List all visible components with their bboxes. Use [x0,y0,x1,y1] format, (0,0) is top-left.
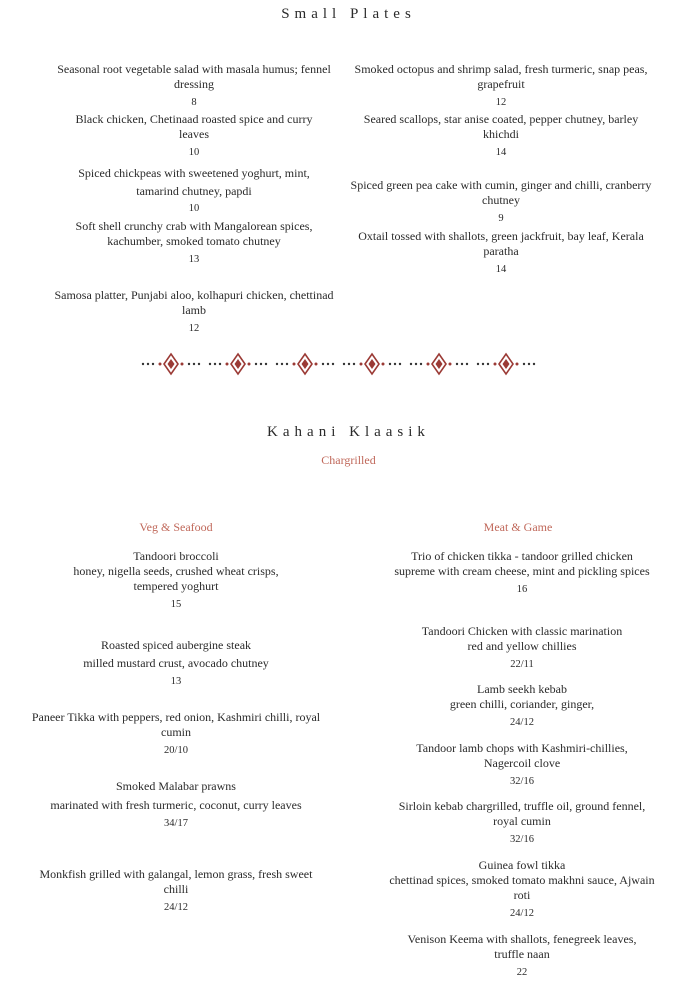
menu-item [372,682,672,730]
item-price: 24/12 [510,717,534,728]
item-description: Seared scallops, star anise coated, pepper chutney, barley khichdi [363,112,639,141]
menu-item [48,112,340,160]
menu-item [30,867,322,915]
item-price: 14 [495,264,507,275]
menu-item [372,858,672,921]
menu-item [48,288,340,336]
menu-item [372,549,672,597]
item-price: 9 [498,213,504,224]
veg-seafood-heading: Veg & Seafood [139,520,213,534]
item-name: Guinea fowl tikka [478,858,566,872]
item-price: 10 [188,203,200,214]
item-name: Tandoor lamb chops with Kashmiri-chillies, Nagercoil clove [416,741,628,770]
item-description: Samosa platter, Punjabi aloo, kolhapuri chicken, chettinad lamb [54,288,334,317]
diamond-ornament-icon [140,352,202,376]
menu-item [30,710,322,758]
menu-item [350,229,652,277]
item-price: 14 [495,147,507,158]
item-name: Sirloin kebab chargrilled, truffle oil, ground fennel, royal cumin [398,799,646,828]
item-price: 32/16 [510,776,534,787]
item-name: Trio of chicken tikka - tandoor grilled chicken supreme with cream cheese, mint and pickling spices [394,549,650,578]
menu-item [30,779,322,831]
item-description: Seasonal root vegetable salad with masala humus; fennel dressing [57,62,331,91]
item-price: 13 [188,254,200,265]
item-description: green chilli, coriander, ginger, [449,697,595,711]
menu-item [48,219,340,267]
item-price: 34/17 [164,818,188,829]
menu-item [372,741,672,789]
item-name: Tandoori broccoli [133,549,219,563]
diamond-ornament-icon [475,352,537,376]
item-description: chettinad spices, smoked tomato makhni sauce, Ajwain roti [389,873,655,902]
item-price: 32/16 [510,834,534,845]
item-price: 10 [188,147,200,158]
menu-item [372,932,672,980]
menu-item [350,178,652,226]
item-price: 22 [516,967,528,978]
item-description: Spiced chickpeas with sweetened yoghurt, mint, tamarind chutney, papdi [78,166,310,198]
item-price: 22/11 [510,659,534,670]
item-price: 12 [495,97,507,108]
item-price: 24/12 [510,908,534,919]
item-description: honey, nigella seeds, crushed wheat crisps, tempered yoghurt [73,564,279,593]
item-name: Venison Keema with shallots, fenegreek leaves, truffle naan [407,932,637,961]
klaasik-title: Kahani Klaasik [267,424,430,440]
diamond-ornament-icon [408,352,470,376]
item-description: Oxtail tossed with shallots, green jackfruit, bay leaf, Kerala paratha [358,229,644,258]
item-description: Smoked octopus and shrimp salad, fresh turmeric, snap peas, grapefruit [354,62,648,91]
item-description: milled mustard crust, avocado chutney [83,656,269,670]
item-description: Spiced green pea cake with cumin, ginger and chilli, cranberry chutney [350,178,652,207]
item-name: Paneer Tikka with peppers, red onion, Kashmiri chilli, royal cumin [31,710,321,739]
item-price: 13 [170,676,182,687]
item-price: 12 [188,323,200,334]
item-price: 24/12 [164,902,188,913]
diamond-ornament-icon [341,352,403,376]
item-name: Monkfish grilled with galangal, lemon grass, fresh sweet chilli [39,867,313,896]
menu-item [30,549,322,612]
menu-item [372,799,672,847]
item-description: Black chicken, Chetinaad roasted spice and curry leaves [75,112,313,141]
menu-item [48,164,340,218]
small-plates-title: Small Plates [281,6,416,22]
diamond-ornament-icon [274,352,336,376]
menu-item [30,638,322,689]
item-price: 15 [170,599,182,610]
item-description: marinated with fresh turmeric, coconut, curry leaves [50,798,302,812]
item-name: Lamb seekh kebab [477,682,567,696]
item-price: 20/10 [164,745,188,756]
item-name: Tandoori Chicken with classic marination [421,624,623,638]
item-price: 8 [191,97,197,108]
meat-game-heading: Meat & Game [483,520,553,534]
item-price: 16 [516,584,528,595]
ornament-divider [140,352,560,376]
item-name: Smoked Malabar prawns [116,779,236,793]
menu-item [372,624,672,672]
item-description: red and yellow chillies [467,639,577,653]
menu-item [350,112,652,160]
menu-item [350,62,652,110]
menu-item [48,62,340,110]
klaasik-subtitle: Chargrilled [321,453,376,467]
item-description: Soft shell crunchy crab with Mangalorean spices, kachumber, smoked tomato chutney [75,219,313,248]
diamond-ornament-icon [207,352,269,376]
item-name: Roasted spiced aubergine steak [100,638,252,652]
